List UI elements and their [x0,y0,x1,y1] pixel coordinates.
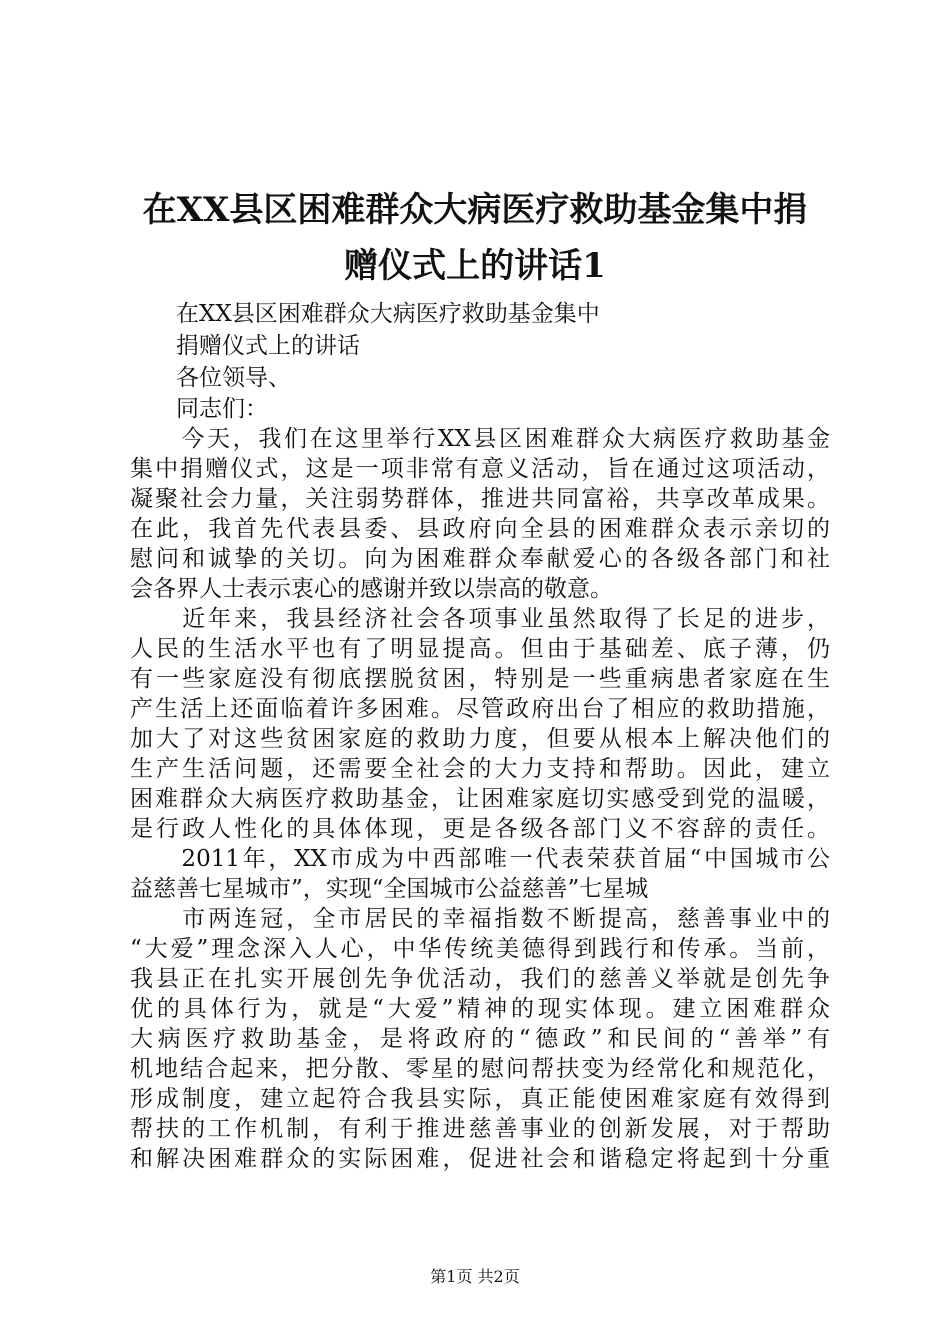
text-line: 帮扶的工作机制，有利于推进慈善事业的创新发展，对于帮助 [130,1116,830,1142]
text-line: 和解决困难群众的实际困难，促进社会和谐稳定将起到十分重 [130,1146,830,1172]
text-line: 凝聚社会力量，关注弱势群体，推进共同富裕，共享改革成果。 [130,486,830,512]
text-line: 今天，我们在这里举行XX县区困难群众大病医疗救助基金 [130,426,830,452]
text-line: 慰问和诚挚的关切。向为困难群众奉献爱心的各级各部门和社 [130,546,830,572]
text-line: 各位领导、 [130,365,291,391]
page-number-footer: 第1页 共2页 [430,1267,520,1286]
text-line: 困难群众大病医疗救助基金，让困难家庭切实感受到党的温暖， [130,786,830,812]
text-line: 在此，我首先代表县委、县政府向全县的困难群众表示亲切的 [130,516,830,542]
text-line: 在XX县区困难群众大病医疗救助基金集中 [130,301,600,327]
text-line: “大爱”理念深入人心，中华传统美德得到践行和传承。当前， [130,936,830,962]
text-line: 我县正在扎实开展创先争优活动，我们的慈善义举就是创先争 [130,966,830,992]
document-title-line-2: 赠仪式上的讲话1 [344,246,606,286]
text-line: 大病医疗救助基金，是将政府的“德政”和民间的“善举”有 [130,1026,830,1052]
text-line: 产生活上还面临着许多困难。尽管政府出台了相应的救助措施， [130,696,830,722]
text-line: 人民的生活水平也有了明显提高。但由于基础差、底子薄，仍 [130,636,830,662]
text-line: 机地结合起来，把分散、零星的慰问帮扶变为经常化和规范化， [130,1056,830,1082]
text-line: 2011年，XX市成为中西部唯一代表荣获首届“中国城市公 [130,846,830,872]
text-line: 益慈善七星城市”，实现“全国城市公益慈善”七星城 [130,876,649,902]
text-line: 近年来，我县经济社会各项事业虽然取得了长足的进步， [130,606,830,632]
text-line: 加大了对这些贫困家庭的救助力度，但要从根本上解决他们的 [130,726,830,752]
text-line: 优的具体行为，就是“大爱”精神的现实体现。建立困难群众 [130,996,830,1022]
text-line: 会各界人士表示衷心的感谢并致以崇高的敬意。 [130,576,613,602]
text-line: 集中捐赠仪式，这是一项非常有意义活动，旨在通过这项活动， [130,456,830,482]
text-line: 形成制度，建立起符合我县实际，真正能使困难家庭有效得到 [130,1086,830,1112]
document-title-line-1: 在XX县区困难群众大病医疗救助基金集中捐 [142,190,808,230]
text-line: 有一些家庭没有彻底摆脱贫困，特别是一些重病患者家庭在生 [130,666,830,692]
text-line: 是行政人性化的具体体现，更是各级各部门义不容辞的责任。 [130,816,830,842]
text-line: 市两连冠，全市居民的幸福指数不断提高，慈善事业中的 [130,906,830,932]
text-line: 捐赠仪式上的讲话 [130,333,360,359]
text-line: 生产生活问题，还需要全社会的大力支持和帮助。因此，建立 [130,756,830,782]
text-line: 同志们： [130,396,268,422]
